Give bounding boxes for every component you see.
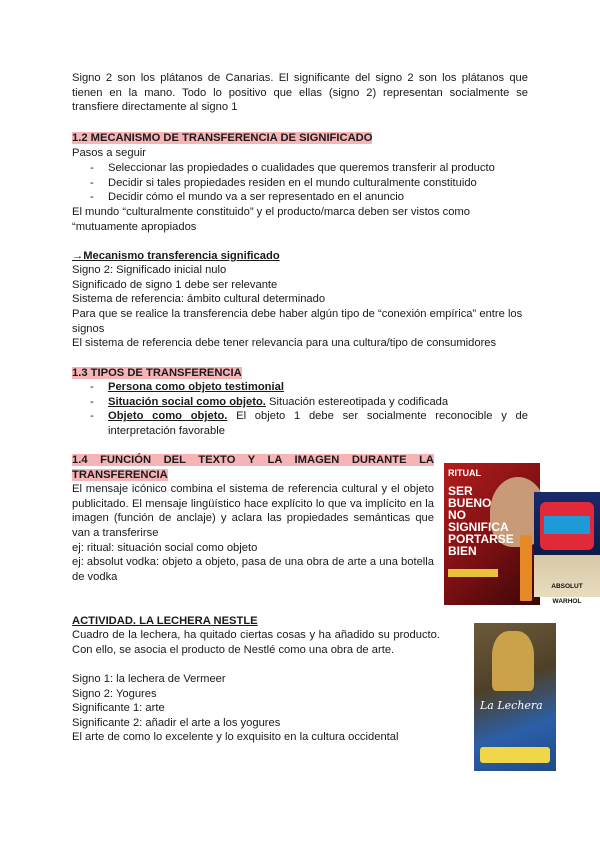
absolut-bottle-band bbox=[544, 516, 590, 534]
activity-line: Significante 2: añadir el arte a los yogures bbox=[72, 717, 281, 729]
section-heading-1-2: 1.2 MECANISMO DE TRANSFERENCIA DE SIGNIFICADO bbox=[72, 132, 373, 144]
mechanism-line: Sistema de referencia: ámbito cultural determinado bbox=[72, 293, 326, 305]
list-item: - Decidir si tales propiedades residen en el mundo culturalmente constituido bbox=[90, 176, 477, 189]
activity-line: Significante 1: arte bbox=[72, 702, 165, 714]
ritual-brand: RITUAL bbox=[448, 468, 481, 478]
list-item: - Decidir cómo el mundo va a ser representado en el anuncio bbox=[90, 191, 405, 204]
mechanism-line: Signo 2: Significado inicial nulo bbox=[72, 264, 227, 276]
ritual-tag bbox=[448, 569, 498, 577]
mechanism-paragraph: Para que se realice la transferencia debe haber algún tipo de “conexión empírica” entre los signos bbox=[72, 308, 523, 335]
list-item: - Persona como objeto testimonial bbox=[90, 381, 284, 393]
steps-list bbox=[72, 161, 495, 205]
activity-line: El arte de como lo excelente y lo exquisito en la cultura occidental bbox=[72, 731, 399, 743]
mechanism-line: El sistema de referencia debe tener relevancia para una cultura/tipo de consumidores bbox=[72, 337, 497, 349]
steps-label: Pasos a seguir bbox=[72, 147, 147, 159]
absolut-caption: ABSOLUT WARHOL bbox=[551, 583, 583, 605]
activity-heading: ACTIVIDAD. LA LECHERA NESTLE bbox=[72, 615, 258, 627]
lechera-brand: La Lechera bbox=[480, 699, 543, 712]
absolut-ad-image bbox=[534, 492, 600, 605]
ritual-ad-image bbox=[444, 463, 540, 605]
example-absolut: ej: absolut vodka: objeto a objeto, pasa de una obra de arte a una botella de vodka bbox=[72, 556, 434, 583]
section-heading-1-3: 1.3 TIPOS DE TRANSFERENCIA bbox=[72, 367, 242, 379]
transfer-types-list bbox=[72, 380, 528, 438]
bottle-icon bbox=[520, 535, 532, 601]
activity-line: Signo 2: Yogures bbox=[72, 688, 157, 700]
ritual-slogan: SER BUENO NO SIGNIFICA PORTARSE BIEN bbox=[448, 484, 514, 558]
activity-paragraph: Cuadro de la lechera, ha quitado ciertas cosas y ha añadido su producto. Con ello, se asocia el producto de Nestlé como una obra de arte. bbox=[72, 629, 440, 656]
mechanism-heading: →Mecanismo transferencia significado bbox=[72, 250, 280, 262]
example-ritual: ej: ritual: situación social como objeto bbox=[72, 542, 258, 554]
activity-line: Signo 1: la lechera de Vermeer bbox=[72, 673, 226, 685]
section-heading-1-4: 1.4 FUNCIÓN DEL TEXTO Y LA IMAGEN DURANTE LA TRANSFERENCIA bbox=[72, 454, 434, 481]
list-item: - Objeto como objeto. El objeto 1 debe ser socialmente reconocible y de interpretación favorable bbox=[90, 410, 528, 437]
list-item: - Situación social como objeto. Situación estereotipada y codificada bbox=[90, 395, 449, 408]
world-paragraph: El mundo “culturalmente constituido” y el producto/marca deben ser vistos como “mutuamente apropiados bbox=[72, 206, 470, 233]
list-item: - Seleccionar las propiedades o cualidades que queremos transferir al producto bbox=[90, 162, 495, 174]
lechera-ad-image bbox=[474, 623, 556, 771]
function-paragraph: El mensaje icónico combina el sistema de referencia cultural y el objeto publicitado. El mensaje lingüístico hace explícito lo que va implícito en la imagen (función de anclaje) y aclara las propiedades semánticas que van a transferirse bbox=[72, 483, 434, 539]
intro-paragraph: Signo 2 son los plátanos de Canarias. El significante del signo 2 son los plátanos que tienen en la mano. Todo lo positivo que ellas (signo 2) representan socialmente se transfiere directamente al signo 1 bbox=[72, 72, 528, 114]
mechanism-line: Significado de signo 1 debe ser relevante bbox=[72, 279, 278, 291]
milkmaid-figure bbox=[492, 631, 534, 691]
yogurt-pack bbox=[480, 747, 550, 763]
